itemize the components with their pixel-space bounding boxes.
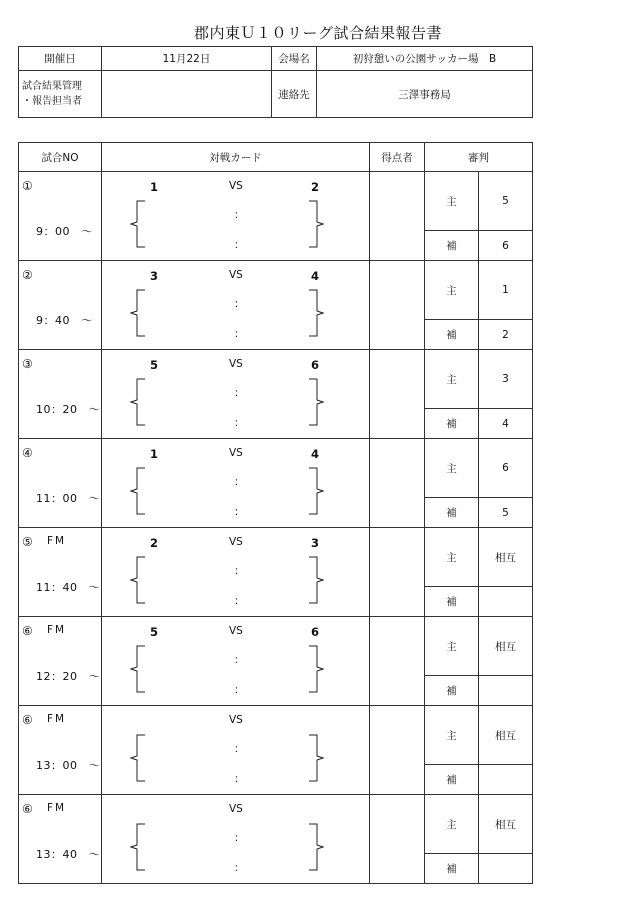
- referee-sub-role: 補: [425, 676, 479, 706]
- scorer-cell[interactable]: [370, 528, 425, 617]
- match-time: 10：20 ～: [36, 403, 101, 416]
- score-colon-first-half[interactable]: ：: [234, 743, 245, 755]
- score-colon-first-half[interactable]: ：: [234, 298, 245, 310]
- referee-sub-role: 補: [425, 765, 479, 795]
- referee-main-role: 主: [425, 439, 479, 498]
- team2-label: 4: [311, 269, 320, 283]
- referee-sub-role: 補: [425, 231, 479, 261]
- team2-label: 2: [311, 180, 320, 194]
- referee-sub-value[interactable]: 6: [479, 231, 533, 261]
- referee-sub-role: 補: [425, 587, 479, 617]
- manager-label: [19, 71, 102, 118]
- match-time: 11：40 ～: [36, 581, 101, 594]
- vs-label: VS: [229, 625, 243, 637]
- right-brace-icon: [308, 734, 324, 782]
- referee-main-role: 主: [425, 261, 479, 320]
- team1-label: 1: [150, 447, 159, 461]
- match-card-cell: [102, 261, 370, 350]
- match-number: ④: [22, 446, 33, 460]
- match-time: 9：00 ～: [36, 225, 93, 238]
- venue-value: 初狩憩いの公園サッカー場 B: [317, 47, 533, 71]
- match-row: [19, 261, 533, 320]
- match-card-cell: [102, 528, 370, 617]
- right-brace-icon: [308, 823, 324, 871]
- right-brace-icon: [308, 289, 324, 337]
- scorer-cell[interactable]: [370, 706, 425, 795]
- referee-main-value[interactable]: 相互: [479, 795, 533, 854]
- referee-sub-role: 補: [425, 320, 479, 350]
- match-row: [19, 617, 533, 676]
- left-brace-icon: [130, 200, 146, 248]
- score-colon-second-half[interactable]: ：: [234, 417, 245, 429]
- vs-label: VS: [229, 803, 243, 815]
- team1-label: 3: [150, 269, 159, 283]
- match-no-cell: [19, 261, 102, 350]
- score-colon-second-half[interactable]: ：: [234, 595, 245, 607]
- right-brace-icon: [308, 200, 324, 248]
- referee-main-value[interactable]: 相互: [479, 706, 533, 765]
- referee-sub-value[interactable]: 5: [479, 498, 533, 528]
- match-fm-tag: FM: [47, 624, 67, 636]
- manager-label-line1: 試合結果管理: [22, 81, 82, 92]
- match-no-cell: [19, 172, 102, 261]
- referee-sub-role: 補: [425, 409, 479, 439]
- header-match-no: 試合NO: [19, 143, 102, 172]
- team1-label: 5: [150, 358, 159, 372]
- match-number: ⑤: [22, 535, 33, 549]
- score-colon-second-half[interactable]: ：: [234, 773, 245, 785]
- team2-label: 6: [311, 358, 320, 372]
- scorer-cell[interactable]: [370, 617, 425, 706]
- score-colon-second-half[interactable]: ：: [234, 239, 245, 251]
- team2-label: 6: [311, 625, 320, 639]
- match-time: 13：00 ～: [36, 759, 101, 772]
- referee-main-role: 主: [425, 172, 479, 231]
- team1-label: 2: [150, 536, 159, 550]
- match-number: ⑥: [22, 802, 33, 816]
- match-fm-tag: FM: [47, 802, 67, 814]
- score-colon-first-half[interactable]: ：: [234, 476, 245, 488]
- match-card-cell: [102, 350, 370, 439]
- team1-label: 5: [150, 625, 159, 639]
- score-colon-first-half[interactable]: ：: [234, 654, 245, 666]
- score-colon-second-half[interactable]: ：: [234, 328, 245, 340]
- header-referee: 審判: [425, 143, 533, 172]
- match-no-cell: [19, 528, 102, 617]
- match-no-cell: [19, 795, 102, 884]
- match-no-cell: [19, 350, 102, 439]
- scorer-cell[interactable]: [370, 261, 425, 350]
- match-no-cell: [19, 617, 102, 706]
- referee-main-value[interactable]: 6: [479, 439, 533, 498]
- match-time: 12：20 ～: [36, 670, 101, 683]
- left-brace-icon: [130, 378, 146, 426]
- match-number: ⑥: [22, 624, 33, 638]
- match-time: 13：40 ～: [36, 848, 101, 861]
- referee-sub-value[interactable]: 4: [479, 409, 533, 439]
- left-brace-icon: [130, 645, 146, 693]
- match-number: ①: [22, 179, 33, 193]
- vs-label: VS: [229, 714, 243, 726]
- match-fm-tag: FM: [47, 713, 67, 725]
- scorer-cell[interactable]: [370, 795, 425, 884]
- match-card-cell: [102, 172, 370, 261]
- info-table: [18, 46, 533, 118]
- match-row: [19, 439, 533, 498]
- venue-label: 会場名: [272, 47, 317, 71]
- right-brace-icon: [308, 467, 324, 515]
- score-colon-second-half[interactable]: ：: [234, 506, 245, 518]
- referee-sub-role: 補: [425, 854, 479, 884]
- referee-sub-value[interactable]: [479, 587, 533, 617]
- team2-label: 3: [311, 536, 320, 550]
- score-colon-first-half[interactable]: ：: [234, 832, 245, 844]
- contact-value: 三澤事務局: [317, 71, 533, 118]
- match-fm-tag: FM: [47, 535, 67, 547]
- match-row: [19, 350, 533, 409]
- manager-value[interactable]: [102, 71, 272, 118]
- referee-main-role: 主: [425, 528, 479, 587]
- referee-main-value[interactable]: 3: [479, 350, 533, 409]
- team2-label: 4: [311, 447, 320, 461]
- scorer-cell[interactable]: [370, 439, 425, 528]
- match-card-cell: [102, 795, 370, 884]
- vs-label: VS: [229, 536, 243, 548]
- match-number: ②: [22, 268, 33, 282]
- results-table: [18, 142, 533, 884]
- scorer-cell[interactable]: [370, 172, 425, 261]
- match-number: ③: [22, 357, 33, 371]
- score-colon-second-half[interactable]: ：: [234, 684, 245, 696]
- manager-label-line2: ・報告担当者: [22, 96, 82, 107]
- referee-main-value[interactable]: 5: [479, 172, 533, 231]
- vs-label: VS: [229, 269, 243, 281]
- score-colon-first-half[interactable]: ：: [234, 209, 245, 221]
- right-brace-icon: [308, 645, 324, 693]
- left-brace-icon: [130, 734, 146, 782]
- vs-label: VS: [229, 180, 243, 192]
- referee-main-role: 主: [425, 617, 479, 676]
- vs-label: VS: [229, 358, 243, 370]
- scorer-cell[interactable]: [370, 350, 425, 439]
- team1-label: 1: [150, 180, 159, 194]
- left-brace-icon: [130, 467, 146, 515]
- match-card-cell: [102, 617, 370, 706]
- match-number: ⑥: [22, 713, 33, 727]
- match-row: [19, 706, 533, 765]
- header-scorer: 得点者: [370, 143, 425, 172]
- left-brace-icon: [130, 823, 146, 871]
- contact-label: 連絡先: [272, 71, 317, 118]
- header-card: 対戦カード: [102, 143, 370, 172]
- match-no-cell: [19, 439, 102, 528]
- referee-sub-value[interactable]: [479, 854, 533, 884]
- vs-label: VS: [229, 447, 243, 459]
- referee-main-value[interactable]: 相互: [479, 528, 533, 587]
- referee-main-value[interactable]: 1: [479, 261, 533, 320]
- score-colon-first-half[interactable]: ：: [234, 387, 245, 399]
- match-row: [19, 795, 533, 854]
- referee-sub-value[interactable]: 2: [479, 320, 533, 350]
- referee-sub-value[interactable]: [479, 765, 533, 795]
- match-time: 11：00 ～: [36, 492, 101, 505]
- score-colon-second-half[interactable]: ：: [234, 862, 245, 874]
- match-row: [19, 528, 533, 587]
- date-value: 11月22日: [102, 47, 272, 71]
- referee-main-role: 主: [425, 350, 479, 409]
- match-time: 9：40 ～: [36, 314, 93, 327]
- referee-main-role: 主: [425, 795, 479, 854]
- right-brace-icon: [308, 556, 324, 604]
- report-title: 郡内東Ｕ１０リーグ試合結果報告書: [193, 24, 442, 42]
- date-label: 開催日: [19, 47, 102, 71]
- referee-main-role: 主: [425, 706, 479, 765]
- referee-sub-role: 補: [425, 498, 479, 528]
- right-brace-icon: [308, 378, 324, 426]
- referee-main-value[interactable]: 相互: [479, 617, 533, 676]
- referee-sub-value[interactable]: [479, 676, 533, 706]
- match-card-cell: [102, 706, 370, 795]
- left-brace-icon: [130, 289, 146, 337]
- score-colon-first-half[interactable]: ：: [234, 565, 245, 577]
- left-brace-icon: [130, 556, 146, 604]
- match-card-cell: [102, 439, 370, 528]
- match-no-cell: [19, 706, 102, 795]
- match-row: [19, 172, 533, 231]
